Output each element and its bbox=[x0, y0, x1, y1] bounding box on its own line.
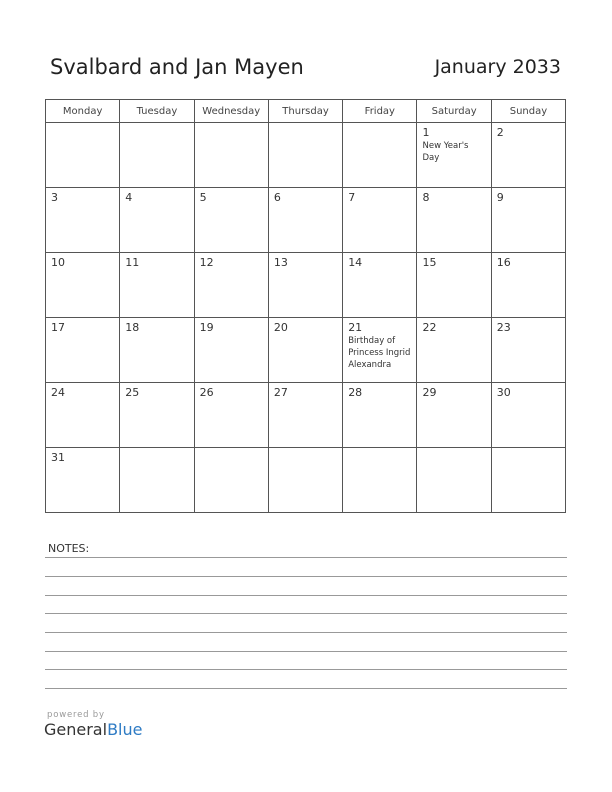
weekday-header: Tuesday bbox=[120, 100, 194, 123]
holiday-event: New Year's Day bbox=[422, 141, 469, 163]
day-number: 16 bbox=[496, 256, 511, 269]
day-number: 10 bbox=[51, 256, 65, 269]
day-cell bbox=[194, 188, 268, 253]
day-cell bbox=[120, 448, 194, 513]
week-row bbox=[46, 188, 566, 253]
day-number: 26 bbox=[199, 386, 214, 399]
day-number: 22 bbox=[422, 321, 437, 334]
month-label: January 2033 bbox=[434, 56, 561, 78]
week-row bbox=[46, 383, 566, 448]
day-number: 5 bbox=[199, 191, 207, 204]
weekday-header: Monday bbox=[46, 100, 120, 123]
day-number: 21 bbox=[348, 321, 363, 334]
day-number: 17 bbox=[51, 321, 65, 334]
day-cell bbox=[417, 123, 491, 188]
day-number: 25 bbox=[125, 386, 140, 399]
weekday-header: Friday bbox=[343, 100, 417, 123]
day-cell bbox=[491, 383, 565, 448]
day-number: 11 bbox=[125, 256, 140, 269]
day-number: 30 bbox=[496, 386, 511, 399]
weekday-header-row bbox=[46, 100, 566, 123]
day-cell bbox=[194, 383, 268, 448]
notes-line bbox=[45, 669, 567, 670]
day-cell bbox=[120, 318, 194, 383]
week-row bbox=[46, 448, 566, 513]
day-number: 18 bbox=[125, 321, 140, 334]
notes-line bbox=[45, 576, 567, 577]
day-cell bbox=[417, 318, 491, 383]
day-number: 19 bbox=[199, 321, 214, 334]
day-number: 12 bbox=[199, 256, 214, 269]
day-cell bbox=[194, 253, 268, 318]
day-cell bbox=[120, 123, 194, 188]
notes-line bbox=[45, 688, 567, 689]
day-number: 3 bbox=[51, 191, 58, 204]
notes-line bbox=[45, 595, 567, 596]
day-number: 29 bbox=[422, 386, 437, 399]
day-cell bbox=[417, 253, 491, 318]
day-number: 4 bbox=[125, 191, 133, 204]
notes-line bbox=[45, 632, 567, 633]
day-cell bbox=[46, 318, 120, 383]
day-number: 28 bbox=[348, 386, 363, 399]
notes-line bbox=[45, 651, 567, 652]
day-cell bbox=[120, 188, 194, 253]
day-cell bbox=[268, 383, 342, 448]
day-cell bbox=[417, 448, 491, 513]
day-cell bbox=[343, 123, 417, 188]
day-cell bbox=[343, 253, 417, 318]
day-cell bbox=[120, 383, 194, 448]
day-cell bbox=[268, 253, 342, 318]
day-cell bbox=[268, 123, 342, 188]
day-number: 13 bbox=[273, 256, 288, 269]
day-number: 9 bbox=[496, 191, 504, 204]
day-cell bbox=[417, 383, 491, 448]
notes-line bbox=[45, 613, 567, 614]
day-number: 14 bbox=[348, 256, 363, 269]
weekday-header: Thursday bbox=[268, 100, 342, 123]
day-cell bbox=[491, 188, 565, 253]
calendar-grid bbox=[45, 99, 566, 513]
day-number: 20 bbox=[273, 321, 288, 334]
day-cell bbox=[194, 448, 268, 513]
day-cell bbox=[120, 253, 194, 318]
day-number: 1 bbox=[422, 126, 430, 139]
notes-label: NOTES: bbox=[48, 542, 90, 555]
weekday-header: Wednesday bbox=[194, 100, 268, 123]
day-cell bbox=[46, 123, 120, 188]
day-cell bbox=[343, 383, 417, 448]
holiday-event: Birthday of Princess Ingrid Alexandra bbox=[348, 336, 411, 370]
day-cell bbox=[343, 448, 417, 513]
day-cell bbox=[343, 318, 417, 383]
day-cell bbox=[46, 188, 120, 253]
day-number: 7 bbox=[348, 191, 356, 204]
powered-by-label: powered by bbox=[47, 710, 105, 720]
weekday-header: Sunday bbox=[491, 100, 565, 123]
day-cell bbox=[46, 448, 120, 513]
day-cell bbox=[268, 318, 342, 383]
brand-name-general: General bbox=[44, 720, 108, 739]
week-row bbox=[46, 318, 566, 383]
day-number: 24 bbox=[51, 386, 65, 399]
day-number: 23 bbox=[496, 321, 511, 334]
day-number: 31 bbox=[51, 451, 65, 464]
brand-name-blue: Blue bbox=[107, 720, 143, 739]
day-cell bbox=[417, 188, 491, 253]
day-cell bbox=[491, 318, 565, 383]
calendar-title: Svalbard and Jan Mayen bbox=[50, 55, 304, 79]
day-cell bbox=[491, 448, 565, 513]
weekday-header: Saturday bbox=[417, 100, 491, 123]
day-number: 6 bbox=[273, 191, 281, 204]
week-row bbox=[46, 253, 566, 318]
day-cell bbox=[268, 188, 342, 253]
day-number: 8 bbox=[422, 191, 430, 204]
day-cell bbox=[46, 253, 120, 318]
day-cell bbox=[46, 383, 120, 448]
day-number: 2 bbox=[496, 126, 504, 139]
day-number: 15 bbox=[422, 256, 437, 269]
day-cell bbox=[268, 448, 342, 513]
notes-line bbox=[45, 557, 567, 558]
day-cell bbox=[491, 123, 565, 188]
day-cell bbox=[194, 318, 268, 383]
day-cell bbox=[491, 253, 565, 318]
day-cell bbox=[194, 123, 268, 188]
brand-logo bbox=[44, 720, 142, 739]
week-row bbox=[46, 123, 566, 188]
day-cell bbox=[343, 188, 417, 253]
day-number: 27 bbox=[273, 386, 288, 399]
